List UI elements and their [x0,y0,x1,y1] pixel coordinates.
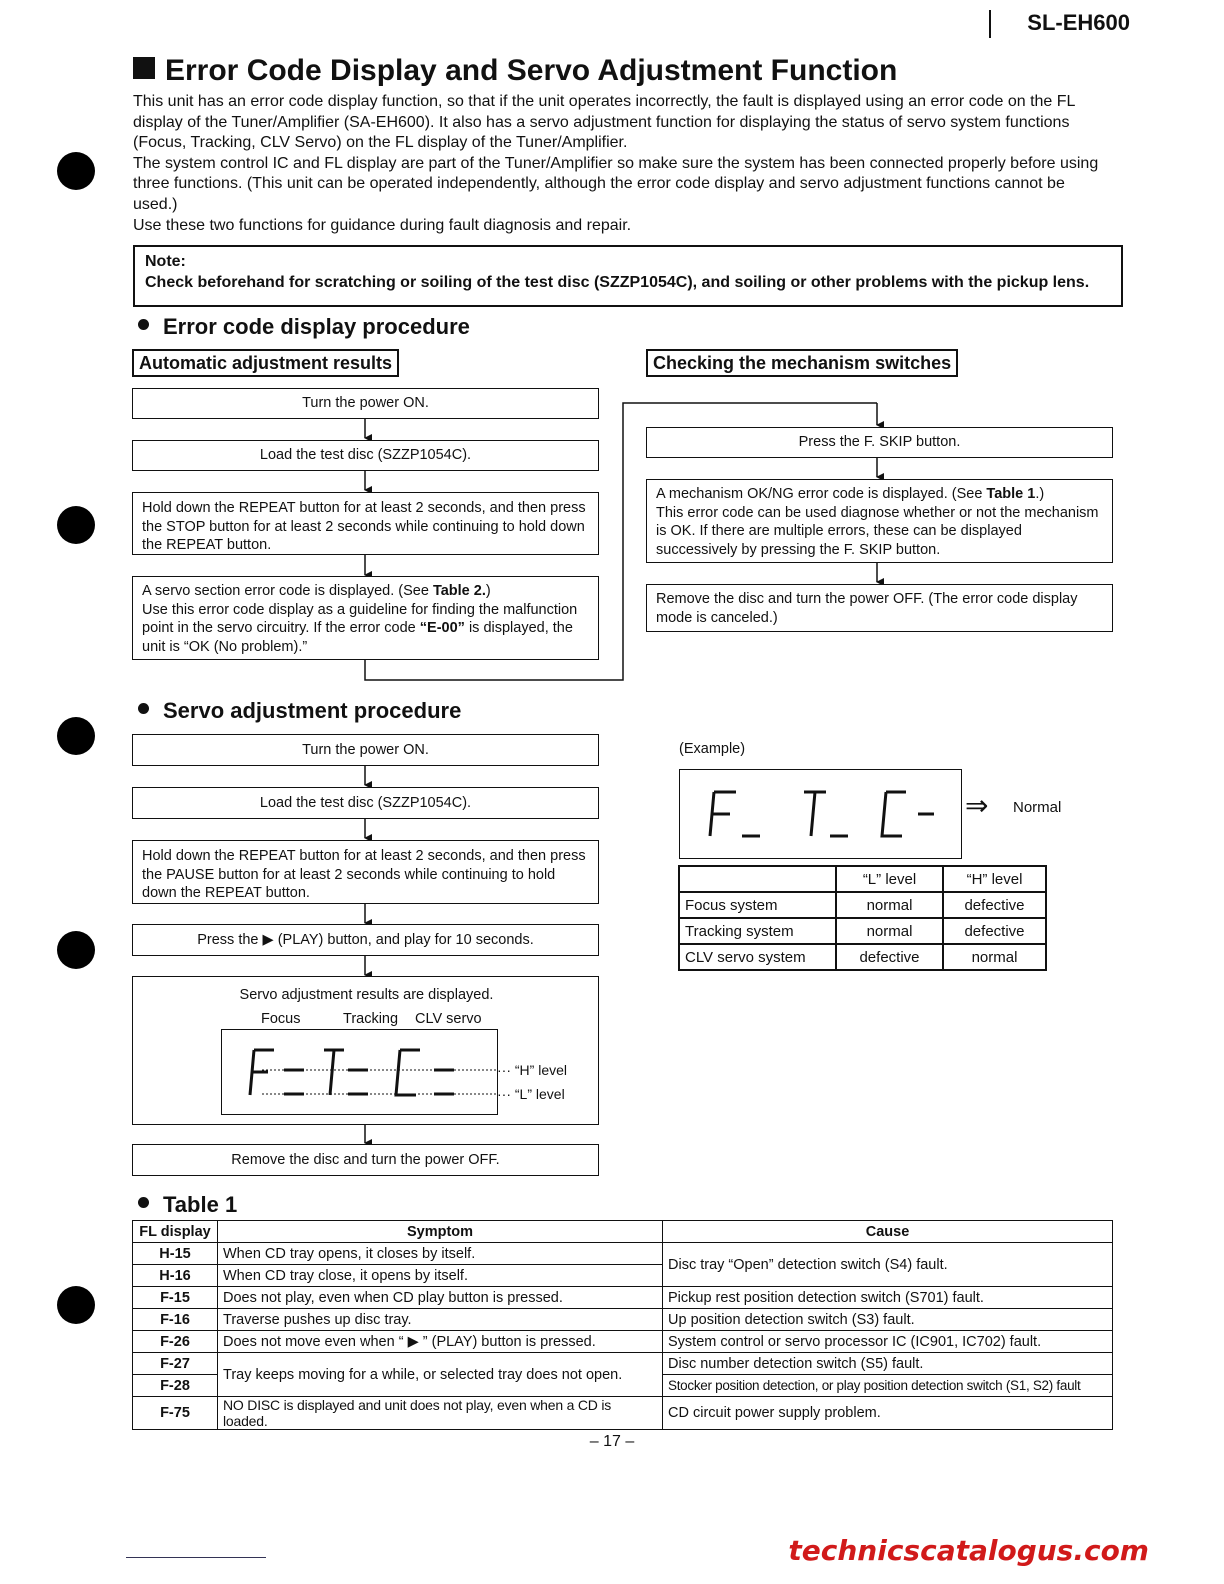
table-row: F-26 Does not move even when “ ▶ ” (PLAY) button is pressed. System control or servo processor IC (IC901, IC702) fault. [133,1331,1113,1353]
servo-fl-display [221,1029,498,1115]
square-bullet-icon [133,57,155,79]
play-triangle-icon: ▶ [407,1333,419,1350]
website-watermark: technicscatalogus.com [788,1534,1149,1567]
servo-step-hold-repeat: Hold down the REPEAT button for at least 2 seconds, and then press the PAUSE button for at least 2 seconds while continuing to hold down the REPEAT button. [132,840,599,904]
intro-text [133,92,1113,236]
servo-step-load-disc: Load the test disc (SZZP1054C). [132,787,599,819]
play-triangle-icon: ▶ [262,931,274,948]
auto-step-result: A servo section error code is displayed. (See Table 2.) Use this error code display as a guideline for finding the malfunction point in the servo circuitry. If the error code “E-00” is displayed, the unit is “OK (No problem).” [132,576,599,660]
table-row: F-16 Traverse pushes up disc tray. Up position detection switch (S3) fault. [133,1309,1113,1331]
binder-hole-1 [57,152,95,190]
intro-paragraph-1: This unit has an error code display function, so that if the unit operates incorrectly, the fault is displayed using an error code on the FL display of the Tuner/Amplifier (SA-EH600). It also has a servo adjustment function for displaying the status of servo system functions (Focus, Tracking, CLV Servo) on the FL display of the Tuner/Amplifier. [133,93,1075,152]
servo-procedure-heading: Servo adjustment procedure [138,698,461,724]
binder-hole-3 [57,717,95,755]
table-row: H-16 When CD tray close, it opens by itself. [133,1265,1113,1287]
bullet-icon [138,1197,149,1208]
l-level-label: ··· “L” level [497,1086,565,1102]
note-box [133,245,1123,307]
auto-step-hold-repeat: Hold down the REPEAT button for at least 2 seconds, and then press the STOP button for at least 2 seconds while continuing to hold down the REPEAT button. [132,492,599,555]
model-number: SL-EH600 [989,10,1130,38]
levels-header-row: “L” level “H” level [679,866,1046,892]
example-segment-display [680,770,961,858]
auto-step-power-on: Turn the power ON. [132,388,599,419]
bullet-icon [138,703,149,714]
servo-results-title: Servo adjustment results are displayed. [239,987,494,1003]
normal-label: Normal [1013,799,1062,816]
servo-results-box [132,976,599,1125]
label-clv-servo: CLV servo [415,1011,482,1027]
auto-step-load-disc: Load the test disc (SZZP1054C). [132,440,599,471]
servo-step-play: Press the ▶ (PLAY) button, and play for 10 seconds. [132,924,599,956]
servo-step-power-on: Turn the power ON. [132,734,599,766]
mechanism-switches-tag: Checking the mechanism switches [646,349,958,377]
automatic-results-tag: Automatic adjustment results [132,349,399,377]
label-tracking: Tracking [343,1011,399,1027]
example-label: (Example) [679,741,746,757]
levels-table [678,865,1047,971]
table1-header-row: FL display Symptom Cause [133,1221,1113,1243]
table-row: F-28 Stocker position detection, or play position detection switch (S1, S2) fault [133,1375,1113,1397]
bullet-icon [138,319,149,330]
table-row: H-15 When CD tray opens, it closes by itself. Disc tray “Open” detection switch (S4) fault. [133,1243,1113,1265]
levels-row-focus: Focus system normal defective [679,892,1046,918]
note-text: Check beforehand for scratching or soiling of the test disc (SZZP1054C), and soiling or other problems with the pickup lens. [145,274,1090,291]
servo-segment-display [222,1030,497,1114]
servo-step-remove-disc: Remove the disc and turn the power OFF. [132,1144,599,1176]
page-title: Error Code Display and Servo Adjustment Function [133,54,897,88]
label-focus: Focus [261,1011,301,1027]
page-number: – 17 – [589,1433,635,1450]
table1-heading: Table 1 [138,1192,237,1218]
intro-paragraph-3: Use these two functions for guidance during fault diagnosis and repair. [133,216,632,234]
mech-step-fskip: Press the F. SKIP button. [646,427,1113,458]
implies-arrow-icon: ⇒ [965,790,989,821]
binder-hole-2 [57,506,95,544]
intro-paragraph-2: The system control IC and FL display are part of the Tuner/Amplifier so make sure the system has been connected properly before using three functions. (This unit can be operated independently, although the error code display and servo adjustment functions cannot be used.) [133,154,1099,213]
levels-row-clv: CLV servo system defective normal [679,944,1046,970]
table-row: F-27 Tray keeps moving for a while, or selected tray does not open. Disc number detection switch (S5) fault. [133,1353,1113,1375]
error-procedure-heading: Error code display procedure [138,314,470,340]
note-label: Note: [145,253,186,270]
mech-step-error-code: A mechanism OK/NG error code is displayed. (See Table 1.) This error code can be used diagnose whether or not the mechanism is OK. If there are multiple errors, these can be displayed successively by pressing the F. SKIP button. [646,479,1113,563]
mech-step-remove-disc: Remove the disc and turn the power OFF. (The error code display mode is canceled.) [646,584,1113,632]
table1 [132,1220,1113,1430]
binder-hole-5 [57,1286,95,1324]
table-row: F-75 NO DISC is displayed and unit does not play, even when a CD is loaded. CD circuit power supply problem. [133,1397,1113,1430]
example-fl-display [679,769,962,859]
h-level-label: ··· “H” level [497,1062,568,1078]
binder-hole-4 [57,931,95,969]
footer-rule [126,1557,266,1558]
table-row: F-15 Does not play, even when CD play button is pressed. Pickup rest position detection switch (S701) fault. [133,1287,1113,1309]
levels-row-tracking: Tracking system normal defective [679,918,1046,944]
